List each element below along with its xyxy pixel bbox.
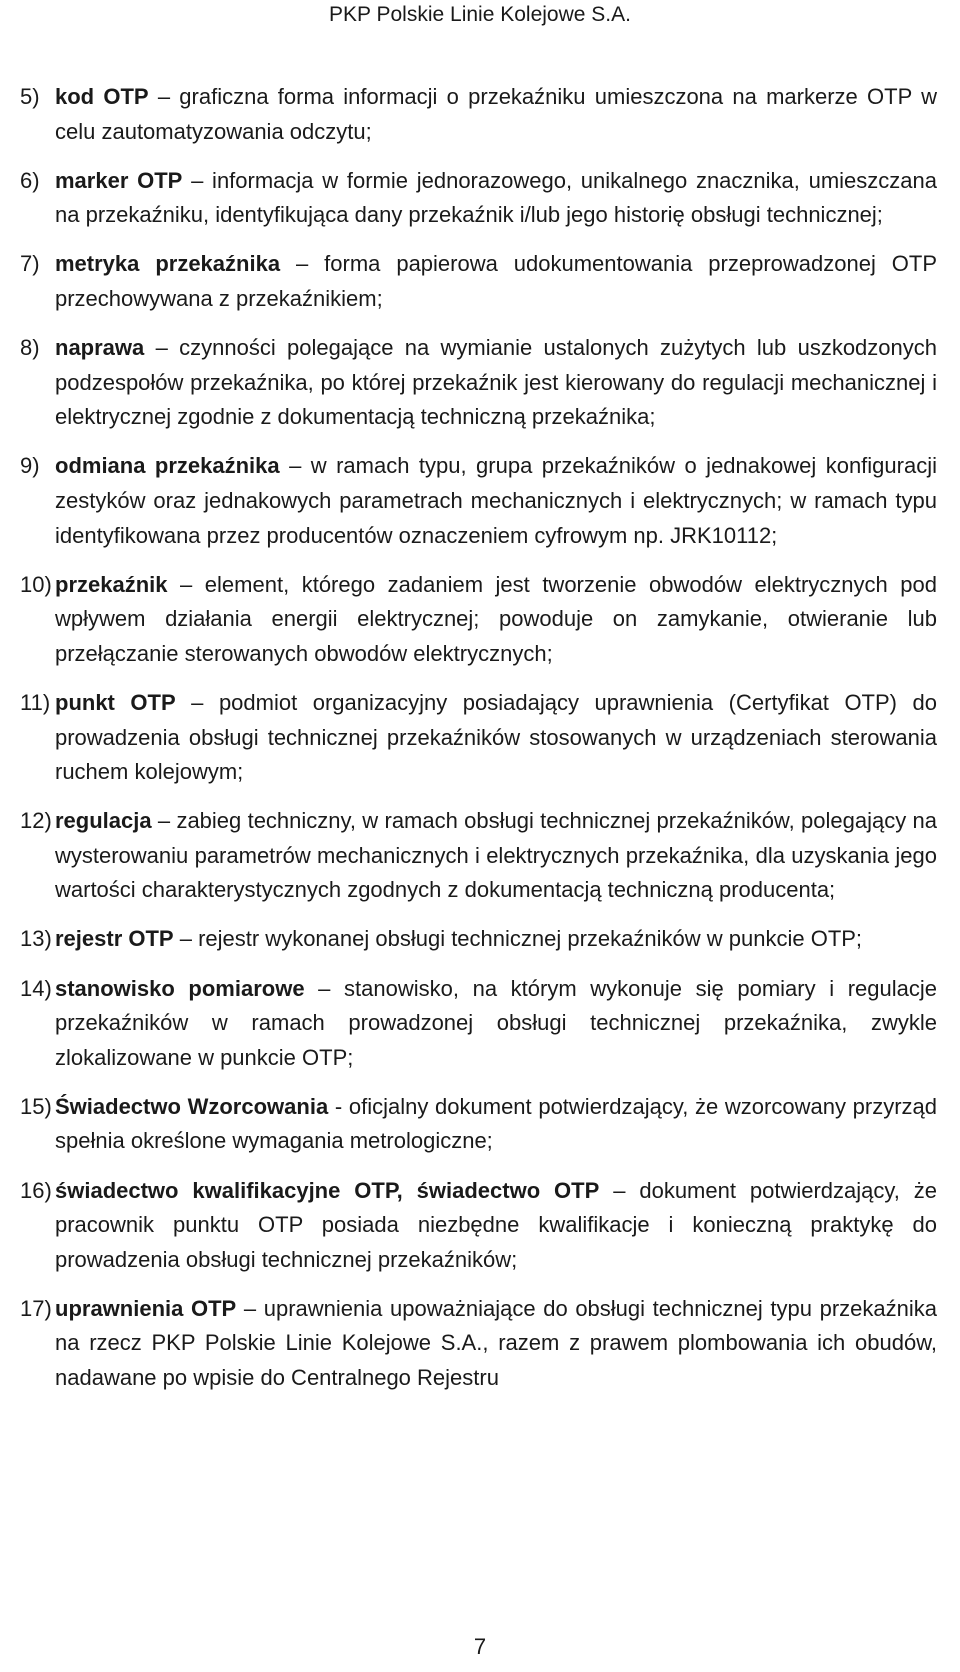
definition-text: – dokument potwierdzający, że pracownik punktu OTP posiada niezbędne kwalifikacje i konieczną praktykę do prowadzenia obsługi technicznej przekaźników; [55, 1177, 937, 1272]
item-number: 12) [20, 808, 52, 834]
definition-text: – graficzna forma informacji o przekaźniku umieszczona na markerze OTP w celu zautomatyzowania odczytu; [55, 84, 937, 144]
page-header: PKP Polskie Linie Kolejowe S.A. [329, 3, 631, 26]
defined-term: uprawnienia OTP [55, 1295, 237, 1321]
definition-text: - oficjalny dokument potwierdzający, że wzorcowany przyrząd spełnia określone wymagania metrologiczne; [55, 1093, 938, 1154]
definition-text: – czynności polegające na wymianie ustalonych zużytych lub uszkodzonych podzespołów przekaźnika, po której przekaźnik jest kierowany do regulacji mechanicznej i elektrycznej zgodnie z dokumentacją techniczną przekaźnika; [55, 335, 937, 430]
item-number: 9) [20, 453, 40, 479]
list-item [20, 1090, 937, 1159]
defined-term: stanowisko pomiarowe [55, 975, 305, 1001]
page-number: 7 [473, 1634, 487, 1659]
defined-term: świadectwo kwalifikacyjne OTP, świadectwo OTP [55, 1177, 600, 1203]
item-number: 13) [20, 926, 52, 952]
definition-text: – stanowisko, na którym wykonuje się pomiary i regulacje przekaźników w ramach prowadzonej obsługi technicznej przekaźnika, zwykle zlokalizowane w punkcie OTP; [55, 975, 937, 1070]
item-number: 10) [20, 571, 52, 597]
list-item [20, 449, 937, 553]
item-number: 8) [20, 335, 40, 361]
item-number: 6) [20, 167, 40, 193]
list-item [20, 164, 937, 233]
item-number: 17) [20, 1295, 52, 1321]
list-item [20, 331, 937, 435]
defined-term: rejestr OTP [55, 926, 174, 952]
list-item [20, 80, 937, 149]
defined-term: przekaźnik [55, 571, 168, 597]
defined-term: kod OTP [55, 84, 149, 109]
list-item [20, 922, 937, 957]
definition-text: – zabieg techniczny, w ramach obsługi technicznej przekaźników, polegający na wysterowaniu parametrów mechanicznych i elektrycznych przekaźnika, dla uzyskania jego wartości charakterystycznych zgodnych z dokumentacją techniczną producenta; [55, 808, 937, 903]
definition-text: – rejestr wykonanej obsługi technicznej przekaźników w punkcie OTP; [173, 926, 863, 952]
list-item [20, 1292, 937, 1396]
item-number: 11) [20, 689, 51, 715]
definition-text: – element, którego zadaniem jest tworzenie obwodów elektrycznych pod wpływem działania energii elektrycznej; powoduje on zamykanie, otwieranie lub przełączanie sterowanych obwodów elektrycznych; [55, 571, 937, 666]
list-item [20, 247, 937, 316]
list-item [20, 972, 937, 1076]
definition-text: – uprawnienia upoważniające do obsługi technicznej typu przekaźnika na rzecz PKP Polskie Linie Kolejowe S.A., razem z prawem plombowania ich obudów, nadawane po wpisie do Centralnego Rejestru [55, 1295, 937, 1390]
list-item [20, 1174, 937, 1278]
defined-term: marker OTP [55, 167, 183, 193]
definition-text: – informacja w formie jednorazowego, unikalnego znacznika, umieszczana na przekaźniku, identyfikująca dany przekaźnik i/lub jego historię obsługi technicznej; [55, 167, 938, 228]
definition-text: – w ramach typu, grupa przekaźników o jednakowej konfiguracji zestyków oraz jednakowych parametrach mechanicznych i elektrycznych; w ramach typu identyfikowana przez producentów oznaczeniem cyfrowym np. JRK10112; [55, 453, 937, 548]
item-number: 14) [20, 975, 52, 1001]
list-item [20, 686, 937, 790]
defined-term: Świadectwo Wzorcowania [55, 1093, 329, 1119]
item-number: 15) [20, 1093, 52, 1119]
item-number: 5) [20, 84, 40, 109]
defined-term: regulacja [55, 808, 152, 834]
list-item [20, 804, 937, 908]
item-number: 16) [20, 1177, 52, 1203]
definition-text: – forma papierowa udokumentowania przeprowadzonej OTP przechowywana z przekaźnikiem; [55, 251, 938, 311]
item-number: 7) [20, 251, 40, 277]
defined-term: odmiana przekaźnika [55, 453, 280, 479]
defined-term: punkt OTP [55, 689, 176, 715]
defined-term: naprawa [55, 335, 145, 361]
defined-term: metryka przekaźnika [55, 251, 281, 277]
definitions-list [20, 80, 937, 1410]
list-item [20, 568, 937, 672]
definition-text: – podmiot organizacyjny posiadający uprawnienia (Certyfikat OTP) do prowadzenia obsługi technicznej przekaźników stosowanych w urządzeniach sterowania ruchem kolejowym; [55, 689, 937, 785]
